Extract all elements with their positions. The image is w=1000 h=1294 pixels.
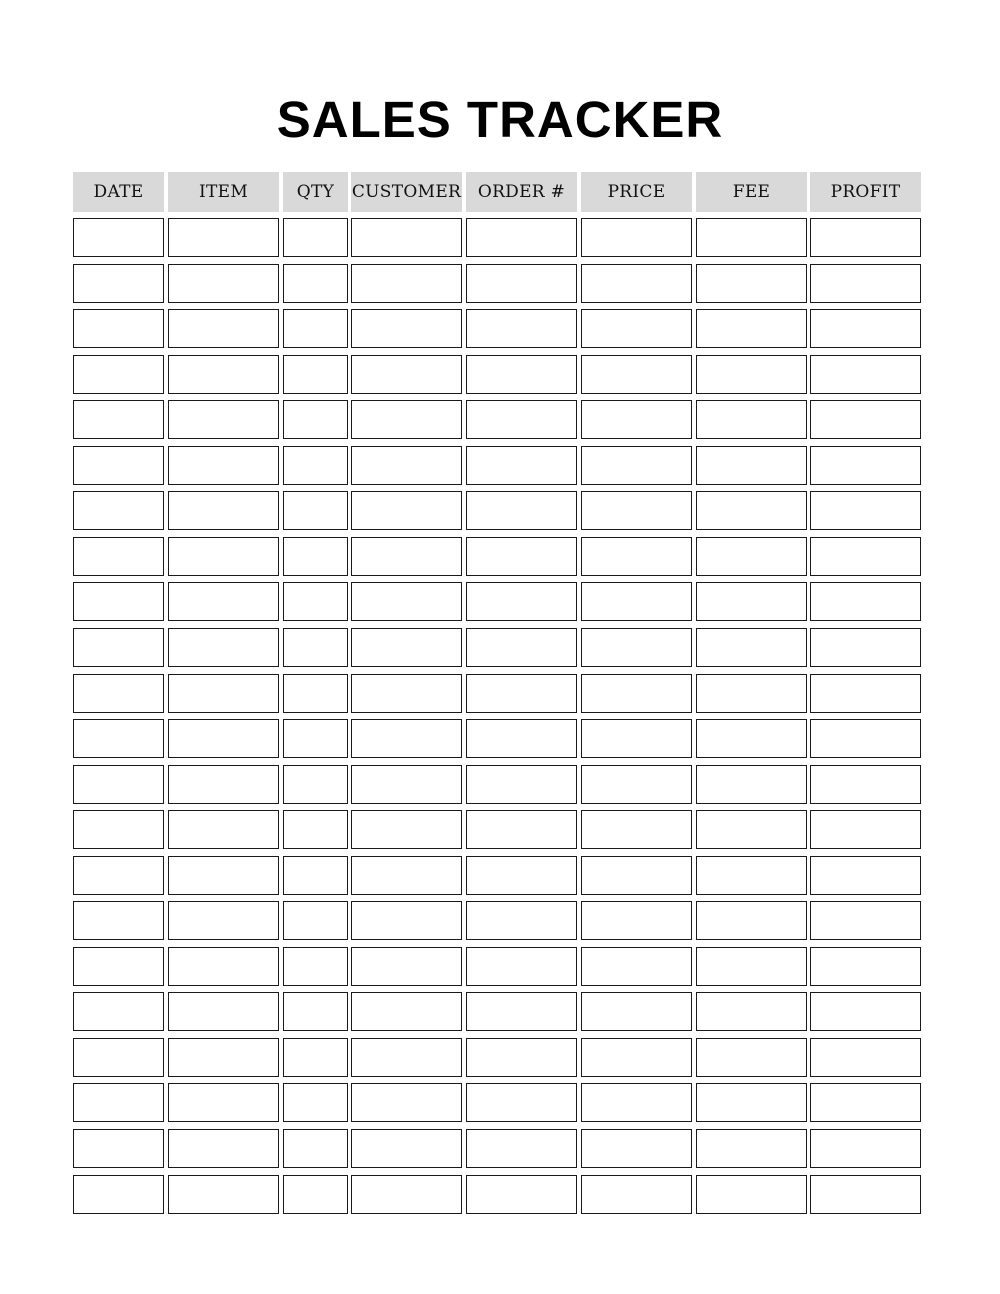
entry-cell-item[interactable] xyxy=(168,1129,279,1168)
entry-cell-date[interactable] xyxy=(73,1175,164,1214)
entry-cell-order[interactable] xyxy=(466,400,577,439)
entry-cell-item[interactable] xyxy=(168,491,279,530)
entry-cell-profit[interactable] xyxy=(810,856,921,895)
entry-cell-qty[interactable] xyxy=(283,1175,348,1214)
entry-cell-fee[interactable] xyxy=(696,947,807,986)
entry-cell-fee[interactable] xyxy=(696,1175,807,1214)
entry-cell-profit[interactable] xyxy=(810,491,921,530)
entry-cell-date[interactable] xyxy=(73,719,164,758)
entry-cell-fee[interactable] xyxy=(696,810,807,849)
entry-cell-profit[interactable] xyxy=(810,719,921,758)
entry-cell-item[interactable] xyxy=(168,218,279,257)
entry-cell-qty[interactable] xyxy=(283,901,348,940)
entry-cell-price[interactable] xyxy=(581,1083,692,1122)
entry-cell-fee[interactable] xyxy=(696,628,807,667)
entry-cell-fee[interactable] xyxy=(696,1038,807,1077)
entry-cell-customer[interactable] xyxy=(351,810,462,849)
column-header-date: DATE xyxy=(73,172,164,212)
entry-cell-customer[interactable] xyxy=(351,674,462,713)
entry-cell-fee[interactable] xyxy=(696,446,807,485)
entry-cell-price[interactable] xyxy=(581,491,692,530)
entry-cell-fee[interactable] xyxy=(696,582,807,621)
entry-cell-item[interactable] xyxy=(168,719,279,758)
entry-cell-order[interactable] xyxy=(466,1083,577,1122)
entry-cell-item[interactable] xyxy=(168,582,279,621)
entry-cell-qty[interactable] xyxy=(283,491,348,530)
entry-cell-qty[interactable] xyxy=(283,719,348,758)
entry-cell-customer[interactable] xyxy=(351,765,462,804)
entry-cell-order[interactable] xyxy=(466,1175,577,1214)
entry-cell-customer[interactable] xyxy=(351,992,462,1031)
entry-cell-customer[interactable] xyxy=(351,719,462,758)
entry-cell-profit[interactable] xyxy=(810,1129,921,1168)
entry-cell-profit[interactable] xyxy=(810,355,921,394)
entry-cell-date[interactable] xyxy=(73,810,164,849)
entry-cell-order[interactable] xyxy=(466,810,577,849)
entry-cell-qty[interactable] xyxy=(283,674,348,713)
column-header-order: ORDER # xyxy=(466,172,577,212)
entry-cell-fee[interactable] xyxy=(696,218,807,257)
entry-cell-price[interactable] xyxy=(581,218,692,257)
entry-cell-profit[interactable] xyxy=(810,582,921,621)
entry-cell-qty[interactable] xyxy=(283,446,348,485)
entry-cell-price[interactable] xyxy=(581,674,692,713)
entry-cell-customer[interactable] xyxy=(351,628,462,667)
entry-cell-customer[interactable] xyxy=(351,309,462,348)
entry-cell-fee[interactable] xyxy=(696,992,807,1031)
entry-cell-item[interactable] xyxy=(168,537,279,576)
entry-cell-price[interactable] xyxy=(581,309,692,348)
entry-cell-order[interactable] xyxy=(466,628,577,667)
entry-cell-price[interactable] xyxy=(581,1038,692,1077)
column-header-fee: FEE xyxy=(696,172,807,212)
entry-cell-qty[interactable] xyxy=(283,810,348,849)
entry-cell-price[interactable] xyxy=(581,719,692,758)
entry-cell-order[interactable] xyxy=(466,674,577,713)
entry-cell-customer[interactable] xyxy=(351,264,462,303)
entry-cell-item[interactable] xyxy=(168,309,279,348)
entry-cell-fee[interactable] xyxy=(696,1129,807,1168)
entry-cell-price[interactable] xyxy=(581,582,692,621)
entry-cell-order[interactable] xyxy=(466,992,577,1031)
entry-cell-order[interactable] xyxy=(466,1129,577,1168)
entry-cell-date[interactable] xyxy=(73,264,164,303)
entry-cell-date[interactable] xyxy=(73,765,164,804)
entry-cell-price[interactable] xyxy=(581,1129,692,1168)
entry-cell-order[interactable] xyxy=(466,446,577,485)
entry-cell-date[interactable] xyxy=(73,674,164,713)
entry-cell-profit[interactable] xyxy=(810,218,921,257)
entry-cell-customer[interactable] xyxy=(351,218,462,257)
entry-cell-profit[interactable] xyxy=(810,537,921,576)
column-header-profit: PROFIT xyxy=(810,172,921,212)
entry-cell-profit[interactable] xyxy=(810,628,921,667)
entry-cell-fee[interactable] xyxy=(696,491,807,530)
entry-cell-price[interactable] xyxy=(581,537,692,576)
entry-cell-fee[interactable] xyxy=(696,537,807,576)
entry-cell-fee[interactable] xyxy=(696,355,807,394)
entry-cell-qty[interactable] xyxy=(283,765,348,804)
entry-cell-qty[interactable] xyxy=(283,400,348,439)
entry-cell-order[interactable] xyxy=(466,218,577,257)
entry-cell-item[interactable] xyxy=(168,1175,279,1214)
entry-cell-item[interactable] xyxy=(168,947,279,986)
entry-cell-date[interactable] xyxy=(73,491,164,530)
entry-cell-qty[interactable] xyxy=(283,218,348,257)
entry-cell-price[interactable] xyxy=(581,856,692,895)
entry-cell-profit[interactable] xyxy=(810,1083,921,1122)
entry-cell-customer[interactable] xyxy=(351,582,462,621)
entry-cell-date[interactable] xyxy=(73,947,164,986)
entry-cell-profit[interactable] xyxy=(810,1175,921,1214)
entry-cell-order[interactable] xyxy=(466,901,577,940)
entry-cell-item[interactable] xyxy=(168,765,279,804)
entry-cell-item[interactable] xyxy=(168,264,279,303)
entry-cell-profit[interactable] xyxy=(810,309,921,348)
entry-cell-qty[interactable] xyxy=(283,1083,348,1122)
entry-cell-customer[interactable] xyxy=(351,355,462,394)
entry-cell-fee[interactable] xyxy=(696,400,807,439)
entry-cell-price[interactable] xyxy=(581,765,692,804)
entry-cell-profit[interactable] xyxy=(810,765,921,804)
entry-cell-item[interactable] xyxy=(168,1083,279,1122)
entry-cell-date[interactable] xyxy=(73,446,164,485)
entry-cell-price[interactable] xyxy=(581,901,692,940)
entry-cell-order[interactable] xyxy=(466,765,577,804)
entry-cell-order[interactable] xyxy=(466,537,577,576)
entry-cell-profit[interactable] xyxy=(810,901,921,940)
entry-cell-qty[interactable] xyxy=(283,537,348,576)
entry-cell-qty[interactable] xyxy=(283,947,348,986)
entry-cell-item[interactable] xyxy=(168,674,279,713)
entry-cell-customer[interactable] xyxy=(351,491,462,530)
entry-cell-item[interactable] xyxy=(168,901,279,940)
entry-cell-order[interactable] xyxy=(466,582,577,621)
entry-cell-order[interactable] xyxy=(466,947,577,986)
entry-cell-customer[interactable] xyxy=(351,901,462,940)
entry-cell-date[interactable] xyxy=(73,992,164,1031)
entry-cell-order[interactable] xyxy=(466,309,577,348)
entry-cell-date[interactable] xyxy=(73,537,164,576)
entry-cell-date[interactable] xyxy=(73,218,164,257)
entry-cell-fee[interactable] xyxy=(696,856,807,895)
entry-cell-date[interactable] xyxy=(73,628,164,667)
entry-cell-item[interactable] xyxy=(168,992,279,1031)
entry-cell-order[interactable] xyxy=(466,491,577,530)
entry-cell-price[interactable] xyxy=(581,400,692,439)
entry-cell-profit[interactable] xyxy=(810,264,921,303)
column-header-qty: QTY xyxy=(283,172,348,212)
entry-cell-date[interactable] xyxy=(73,901,164,940)
entry-cell-customer[interactable] xyxy=(351,1038,462,1077)
entry-cell-customer[interactable] xyxy=(351,947,462,986)
entry-cell-order[interactable] xyxy=(466,264,577,303)
entry-cell-order[interactable] xyxy=(466,355,577,394)
entry-cell-order[interactable] xyxy=(466,719,577,758)
entry-cell-qty[interactable] xyxy=(283,992,348,1031)
entry-cell-profit[interactable] xyxy=(810,446,921,485)
entry-cell-order[interactable] xyxy=(466,1038,577,1077)
entry-cell-item[interactable] xyxy=(168,856,279,895)
entry-cell-fee[interactable] xyxy=(696,765,807,804)
entry-cell-qty[interactable] xyxy=(283,309,348,348)
entry-cell-item[interactable] xyxy=(168,446,279,485)
column-header-customer: CUSTOMER xyxy=(351,172,462,212)
entry-cell-item[interactable] xyxy=(168,810,279,849)
entry-cell-qty[interactable] xyxy=(283,582,348,621)
entry-cell-price[interactable] xyxy=(581,810,692,849)
entry-cell-qty[interactable] xyxy=(283,628,348,667)
entry-cell-date[interactable] xyxy=(73,1129,164,1168)
entry-cell-item[interactable] xyxy=(168,628,279,667)
entry-cell-price[interactable] xyxy=(581,947,692,986)
entry-cell-price[interactable] xyxy=(581,446,692,485)
entry-cell-customer[interactable] xyxy=(351,1175,462,1214)
column-header-price: PRICE xyxy=(581,172,692,212)
entry-cell-date[interactable] xyxy=(73,355,164,394)
entry-cell-profit[interactable] xyxy=(810,810,921,849)
entry-cell-price[interactable] xyxy=(581,355,692,394)
entry-cell-date[interactable] xyxy=(73,1038,164,1077)
entry-cell-profit[interactable] xyxy=(810,947,921,986)
entry-cell-profit[interactable] xyxy=(810,1038,921,1077)
page-title: SALES TRACKER xyxy=(276,91,724,148)
entry-cell-date[interactable] xyxy=(73,856,164,895)
entry-cell-item[interactable] xyxy=(168,400,279,439)
entry-cell-price[interactable] xyxy=(581,992,692,1031)
entry-cell-qty[interactable] xyxy=(283,355,348,394)
entry-cell-customer[interactable] xyxy=(351,856,462,895)
entry-cell-fee[interactable] xyxy=(696,1083,807,1122)
entry-cell-date[interactable] xyxy=(73,309,164,348)
entry-cell-price[interactable] xyxy=(581,264,692,303)
entry-cell-date[interactable] xyxy=(73,582,164,621)
entry-cell-customer[interactable] xyxy=(351,446,462,485)
entry-cell-customer[interactable] xyxy=(351,1083,462,1122)
entry-cell-fee[interactable] xyxy=(696,674,807,713)
entry-cell-qty[interactable] xyxy=(283,1129,348,1168)
entry-cell-qty[interactable] xyxy=(283,264,348,303)
entry-cell-fee[interactable] xyxy=(696,719,807,758)
entry-cell-customer[interactable] xyxy=(351,537,462,576)
entry-cell-price[interactable] xyxy=(581,1175,692,1214)
entry-cell-qty[interactable] xyxy=(283,1038,348,1077)
column-header-item: ITEM xyxy=(168,172,279,212)
entry-cell-profit[interactable] xyxy=(810,674,921,713)
entry-cell-customer[interactable] xyxy=(351,1129,462,1168)
entry-cell-fee[interactable] xyxy=(696,264,807,303)
entry-cell-profit[interactable] xyxy=(810,400,921,439)
entry-cell-order[interactable] xyxy=(466,856,577,895)
entry-cell-fee[interactable] xyxy=(696,309,807,348)
entry-cell-item[interactable] xyxy=(168,1038,279,1077)
entry-cell-qty[interactable] xyxy=(283,856,348,895)
entry-cell-price[interactable] xyxy=(581,628,692,667)
entry-cell-item[interactable] xyxy=(168,355,279,394)
entry-cell-profit[interactable] xyxy=(810,992,921,1031)
entry-cell-date[interactable] xyxy=(73,400,164,439)
entry-cell-customer[interactable] xyxy=(351,400,462,439)
entry-cell-date[interactable] xyxy=(73,1083,164,1122)
entry-cell-fee[interactable] xyxy=(696,901,807,940)
